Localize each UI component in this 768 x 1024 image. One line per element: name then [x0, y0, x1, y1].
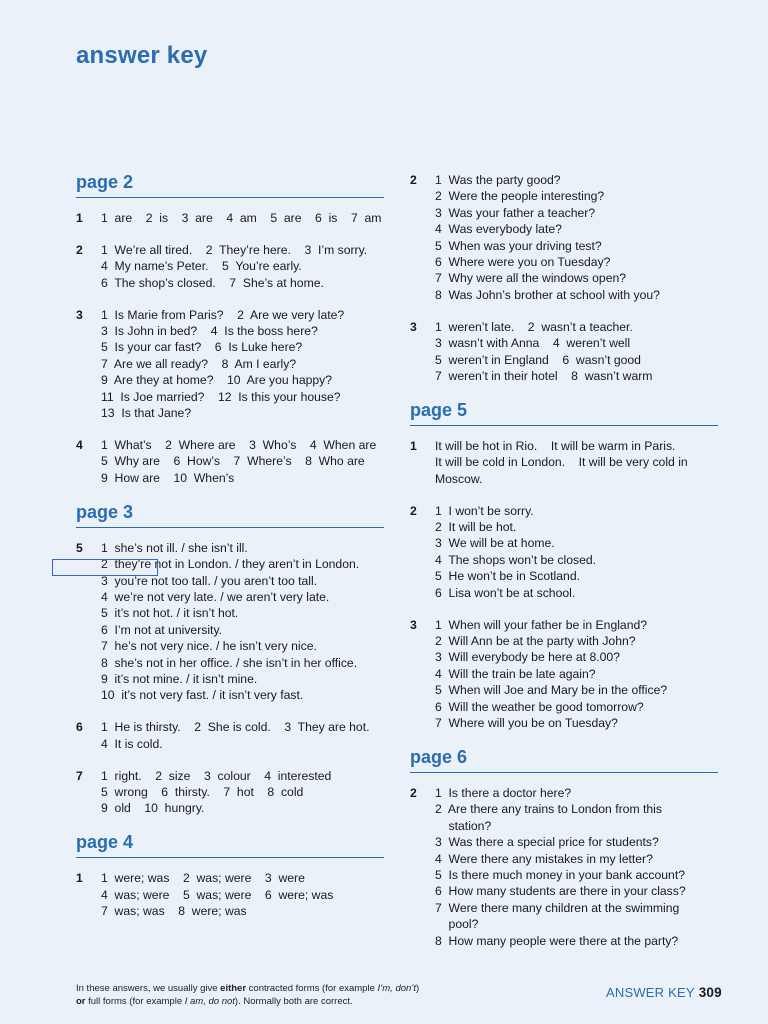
exercise-number: 5 — [76, 540, 83, 555]
section-heading: page 3 — [76, 502, 384, 528]
answer-line: 6 I’m not at university. — [101, 622, 223, 637]
exercise-number: 3 — [410, 319, 417, 334]
exercise-number: 2 — [410, 173, 417, 187]
answer-line: 4 we’re not very late. / we aren’t very late. — [101, 589, 330, 604]
exercise — [410, 785, 720, 949]
exercise-number: 7 — [76, 768, 83, 783]
answer-line: 7 Are we all ready? 8 Am I early? — [101, 356, 297, 371]
answer-line: 5 Is there much money in your bank account? — [435, 867, 685, 882]
answer-line: 5 He won’t be in Scotland. — [435, 569, 580, 584]
answer-line: 10 it’s not very fast. / it isn’t very fast. — [101, 688, 304, 703]
answer-line: 1 Is Marie from Paris? 2 Are we very late? — [101, 307, 345, 322]
exercise-number: 3 — [410, 617, 417, 632]
answer-line: 1 she’s not ill. / she isn’t ill. — [101, 540, 248, 555]
exercise — [410, 503, 720, 601]
exercise — [410, 438, 720, 487]
exercise-number: 1 — [76, 211, 83, 225]
answer-line: It will be hot in Rio. It will be warm in Paris. — [435, 438, 676, 453]
exercise-number: 2 — [410, 785, 417, 800]
answer-line: 1 are 2 is 3 are 4 am 5 are 6 is 7 am — [101, 211, 382, 225]
answer-line: 5 When was your driving test? — [435, 238, 602, 253]
exercise — [76, 437, 386, 486]
answer-line: 8 How many people were there at the party? — [435, 933, 679, 948]
page-title: answer key — [76, 42, 208, 69]
exercise-number: 2 — [410, 503, 417, 518]
answer-line: 7 Why were all the windows open? — [435, 271, 627, 286]
answer-line: 2 they’re not in London. / they aren’t in London. — [101, 557, 360, 572]
answer-line: 5 wrong 6 thirsty. 7 hot 8 cold — [101, 784, 304, 799]
answer-line: 5 it’s not hot. / it isn’t hot. — [101, 606, 239, 621]
exercise-number: 1 — [76, 871, 83, 886]
exercise — [410, 172, 720, 303]
section-heading: page 4 — [76, 832, 384, 858]
answer-line: 1 were; was 2 was; were 3 were — [101, 871, 305, 886]
answer-line: 4 Was everybody late? — [435, 222, 562, 237]
answer-line: 4 My name’s Peter. 5 You’re early. — [101, 259, 302, 274]
answer-line: 1 right. 2 size 3 colour 4 interested — [101, 768, 332, 783]
answer-line: 1 When will your father be in England? — [435, 617, 648, 632]
answer-line: It will be cold in London. It will be very cold in — [435, 455, 688, 470]
exercise-number: 3 — [76, 307, 83, 322]
answer-line: 1 weren’t late. 2 wasn’t a teacher. — [435, 319, 633, 334]
answer-line: 4 The shops won’t be closed. — [435, 552, 597, 567]
answer-line: 7 Where will you be on Tuesday? — [435, 715, 618, 730]
answer-line: 3 We will be at home. — [435, 536, 555, 551]
answer-line: 1 What’s 2 Where are 3 Who’s 4 When are — [101, 437, 377, 452]
answer-line: 4 Were there any mistakes in my letter? — [435, 851, 653, 866]
answer-line: Moscow. — [435, 471, 483, 486]
footer-note: In these answers, we usually give either contracted forms (for example I’m, don’t) or full forms (for example I am, do not). Normally both are correct. — [76, 983, 420, 1007]
exercise — [76, 870, 386, 919]
answer-line: 6 Lisa won’t be at school. — [435, 585, 576, 600]
answer-line: 7 he’s not very nice. / he isn’t very nice. — [101, 639, 317, 654]
exercise-number: 6 — [76, 720, 83, 735]
answer-line: 1 He is thirsty. 2 She is cold. 3 They are hot. — [101, 720, 370, 735]
answer-line: 3 wasn’t with Anna 4 weren’t well — [435, 336, 631, 351]
answer-line: 1 We’re all tired. 2 They’re here. 3 I’m sorry. — [101, 242, 368, 257]
answer-line: 6 How many students are there in your class? — [435, 884, 686, 899]
answer-line: 6 Where were you on Tuesday? — [435, 255, 611, 270]
answer-line: 13 Is that Jane? — [101, 406, 192, 421]
answer-line: 6 Will the weather be good tomorrow? — [435, 699, 644, 714]
text-selection-box[interactable] — [52, 559, 158, 576]
answer-line: 1 Was the party good? — [435, 173, 561, 187]
answer-line: 9 old 10 hungry. — [101, 801, 205, 816]
exercise-number: 4 — [76, 437, 83, 452]
answer-line: 2 Are there any trains to London from this — [435, 802, 662, 817]
answer-line: 4 Will the train be late again? — [435, 666, 596, 681]
exercise-number: 1 — [410, 438, 417, 453]
answer-line: 5 When will Joe and Mary be in the office? — [435, 683, 668, 698]
answer-line: 3 Is John in bed? 4 Is the boss here? — [101, 324, 318, 339]
section-heading: page 2 — [76, 172, 384, 198]
section-heading: page 5 — [410, 400, 718, 426]
answer-line: 11 Is Joe married? 12 Is this your house? — [101, 389, 341, 404]
exercise — [76, 307, 386, 422]
answer-line: 4 was; were 5 was; were 6 were; was — [101, 887, 334, 902]
answer-line: 3 Was there a special price for students? — [435, 835, 659, 850]
answer-line: 6 The shop’s closed. 7 She’s at home. — [101, 275, 324, 290]
answer-line: 2 Will Ann be at the party with John? — [435, 633, 636, 648]
answer-line: station? — [435, 818, 492, 833]
answer-line: 1 I won’t be sorry. — [435, 503, 534, 518]
answer-line: 2 It will be hot. — [435, 520, 517, 534]
footer-page-label — [606, 985, 722, 1000]
answer-line: 7 weren’t in their hotel 8 wasn’t warm — [435, 368, 653, 383]
answer-line: 3 you’re not too tall. / you aren’t too tall. — [101, 573, 318, 588]
answer-line: 8 Was John’s brother at school with you? — [435, 287, 660, 302]
exercise-number: 2 — [76, 242, 83, 257]
answer-line: 9 it’s not mine. / it isn’t mine. — [101, 671, 258, 686]
exercise — [410, 319, 720, 385]
answer-line: 1 Is there a doctor here? — [435, 785, 572, 800]
exercise — [410, 617, 720, 732]
answer-line: 3 Was your father a teacher? — [435, 205, 596, 220]
answer-line: 4 It is cold. — [101, 736, 163, 751]
answer-line: 8 she’s not in her office. / she isn’t in her office. — [101, 655, 358, 670]
section-heading: page 6 — [410, 747, 718, 773]
exercise — [76, 719, 386, 752]
answer-line: 2 Were the people interesting? — [435, 189, 605, 204]
right-column — [410, 172, 720, 964]
left-column — [76, 172, 386, 935]
section-label: ANSWER KEY — [606, 985, 695, 1000]
answer-line: 7 Were there many children at the swimming — [435, 900, 680, 915]
answer-line: 5 Is your car fast? 6 Is Luke here? — [101, 340, 303, 355]
answer-line: 9 How are 10 When’s — [101, 470, 235, 485]
answer-line: 9 Are they at home? 10 Are you happy? — [101, 373, 333, 388]
page-number: 309 — [698, 985, 722, 1000]
answer-line: 3 Will everybody be here at 8.00? — [435, 650, 620, 665]
answer-line: 7 was; was 8 were; was — [101, 904, 247, 919]
answer-line: 5 Why are 6 How’s 7 Where’s 8 Who are — [101, 454, 365, 469]
answer-line: 5 weren’t in England 6 wasn’t good — [435, 352, 641, 367]
answer-line: pool? — [435, 917, 479, 932]
exercise — [76, 768, 386, 817]
exercise — [76, 242, 386, 291]
exercise — [76, 210, 386, 226]
